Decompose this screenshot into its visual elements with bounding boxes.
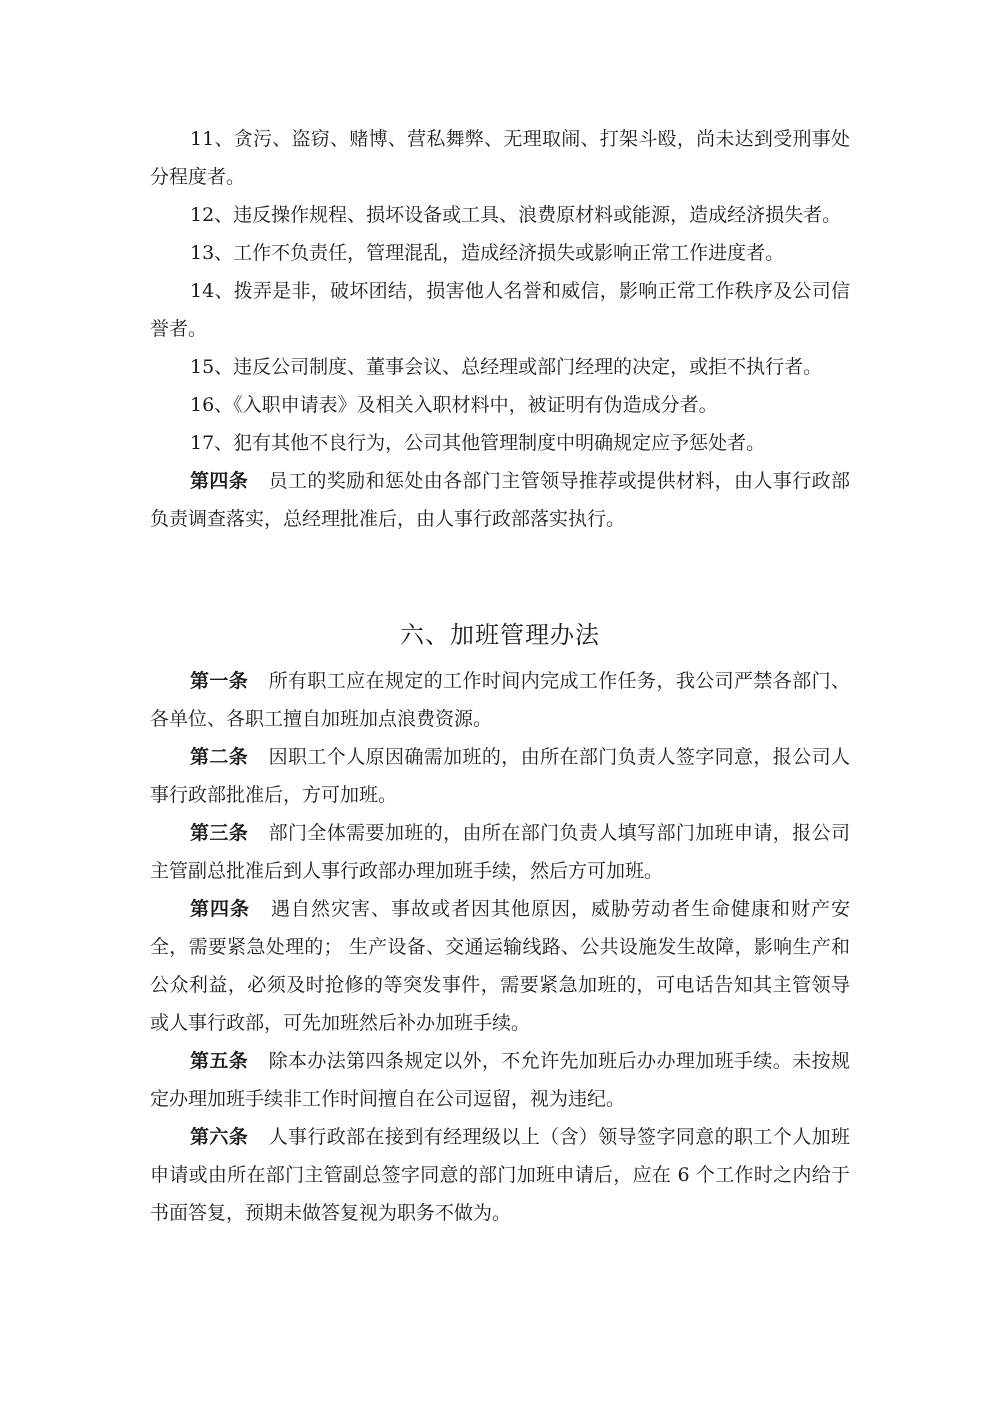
article-text: 所有职工应在规定的工作时间内完成工作任务，我公司严禁各部门、各单位、各职工擅自加班加点浪费资源。 xyxy=(150,670,850,730)
section-title: 六、加班管理办法 xyxy=(400,621,600,649)
list-item: 14、拨弄是非，破坏团结，损害他人名誉和威信，影响正常工作秩序及公司信誉者。 xyxy=(150,280,850,340)
article-text: 因职工个人原因确需加班的，由所在部门负责人签字同意，报公司人事行政部批准后，方可加班。 xyxy=(150,746,850,806)
article-text: 除本办法第四条规定以外，不允许先加班后办办理加班手续。未按规定办理加班手续非工作时间擅自在公司逗留，视为违纪。 xyxy=(150,1050,850,1110)
list-item: 15、违反公司制度、董事会议、总经理或部门经理的决定，或拒不执行者。 xyxy=(190,356,823,378)
article-label: 第二条 xyxy=(190,746,249,768)
list-item: 11、贪污、盗窃、赌博、营私舞弊、无理取闹、打架斗殴，尚未达到受刑事处分程度者。 xyxy=(150,128,850,188)
article-label: 第四条 xyxy=(190,898,250,920)
article-label: 第三条 xyxy=(190,822,249,844)
list-item: 17、犯有其他不良行为，公司其他管理制度中明确规定应予惩处者。 xyxy=(190,432,766,454)
article-text: 人事行政部在接到有经理级以上（含）领导签字同意的职工个人加班申请或由所在部门主管副总签字同意的部门加班申请后，应在 6 个工作时之内给于书面答复，预期未做答复视为职务不做为。 xyxy=(150,1126,850,1224)
article-text: 部门全体需要加班的，由所在部门负责人填写部门加班申请，报公司主管副总批准后到人事行政部办理加班手续，然后方可加班。 xyxy=(150,822,850,882)
article-paragraph xyxy=(150,738,850,814)
article-label: 第五条 xyxy=(190,1050,249,1072)
article-text: 员工的奖励和惩处由各部门主管领导推荐或提供材料，由人事行政部负责调查落实，总经理批准后，由人事行政部落实执行。 xyxy=(150,470,850,530)
article-label: 第一条 xyxy=(190,670,249,692)
article-label: 第六条 xyxy=(190,1126,249,1148)
list-item: 16、《入职申请表》及相关入职材料中，被证明有伪造成分者。 xyxy=(190,394,718,416)
article-paragraph xyxy=(150,662,850,738)
article-paragraph xyxy=(150,1118,850,1232)
article-paragraph xyxy=(150,814,850,890)
article-paragraph xyxy=(150,462,850,538)
article-label: 第四条 xyxy=(190,470,249,492)
list-item: 12、违反操作规程、损坏设备或工具、浪费原材料或能源，造成经济损失者。 xyxy=(190,204,842,226)
document-page xyxy=(150,120,850,1232)
article-paragraph xyxy=(150,1042,850,1118)
article-paragraph xyxy=(150,890,850,1042)
list-item: 13、工作不负责任，管理混乱，造成经济损失或影响正常工作进度者。 xyxy=(190,242,785,264)
article-text: 遇自然灾害、事故或者因其他原因，威胁劳动者生命健康和财产安全，需要紧急处理的； 生产设备、交通运输线路、公共设施发生故障，影响生产和公众利益，必须及时抢修的等突发事件，需要紧急加班的，可电话告知其主管领导或人事行政部，可先加班然后补办加班手续。 xyxy=(150,898,850,1034)
